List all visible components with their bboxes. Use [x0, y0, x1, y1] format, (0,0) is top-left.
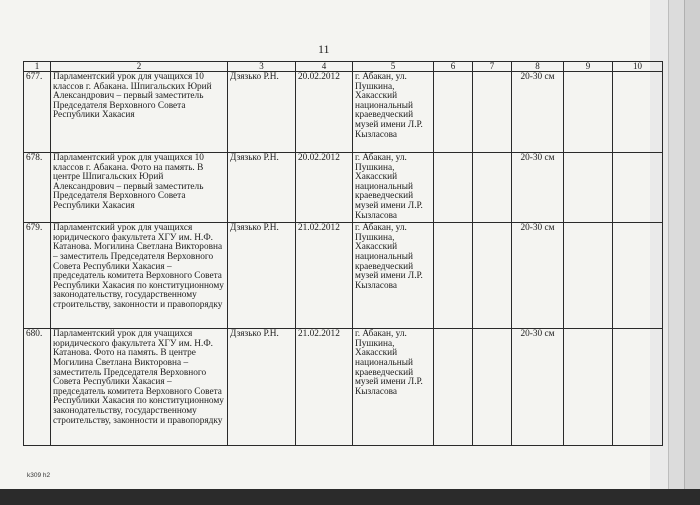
- table-row: [24, 329, 663, 446]
- table-row: [24, 223, 663, 329]
- place-cell: г. Абакан, ул. Пушкина, Хакасский национальный краеведческий музей имени Л.Р. Кызласова: [353, 223, 434, 329]
- date-cell: 21.02.2012: [296, 223, 353, 329]
- column-number: 7: [473, 62, 512, 72]
- column-number: 10: [613, 62, 663, 72]
- empty-cell: [564, 72, 613, 153]
- empty-cell: [613, 329, 663, 446]
- empty-cell: [473, 223, 512, 329]
- empty-cell: [434, 223, 473, 329]
- empty-cell: [564, 153, 613, 223]
- empty-cell: [613, 153, 663, 223]
- date-cell: 20.02.2012: [296, 153, 353, 223]
- place-cell: г. Абакан, ул. Пушкина, Хакасский национальный краеведческий музей имени Л.Р. Кызласова: [353, 72, 434, 153]
- empty-cell: [613, 223, 663, 329]
- column-number: 2: [51, 62, 228, 72]
- column-number: 3: [228, 62, 296, 72]
- empty-cell: [434, 153, 473, 223]
- column-number: 1: [24, 62, 51, 72]
- row-number: 678.: [24, 153, 51, 223]
- size-cell: 20-30 см: [512, 72, 564, 153]
- empty-cell: [613, 72, 663, 153]
- register-table-container: [23, 61, 662, 446]
- empty-cell: [564, 223, 613, 329]
- footer-code: k309 h2: [27, 472, 51, 479]
- column-number: 4: [296, 62, 353, 72]
- description-cell: Парламентский урок для учащихся юридического факультета ХГУ им. Н.Ф. Катанова. Фото на память. В центре Могилина Светлана Викторовна – заместитель Председателя Верховного Совета Республики Хакасия – председатель комитета Верховного Совета Республики Хакасия по конституционному законодательству, государственному строительству, законности и правопорядку: [51, 329, 228, 446]
- empty-cell: [473, 153, 512, 223]
- table-row: [24, 72, 663, 153]
- table-row: [24, 153, 663, 223]
- row-number: 677.: [24, 72, 51, 153]
- row-number: 680.: [24, 329, 51, 446]
- empty-cell: [473, 72, 512, 153]
- author-cell: Дзязько Р.Н.: [228, 223, 296, 329]
- row-number: 679.: [24, 223, 51, 329]
- column-number: 6: [434, 62, 473, 72]
- author-cell: Дзязько Р.Н.: [228, 72, 296, 153]
- empty-cell: [434, 72, 473, 153]
- page-number: 11: [318, 42, 330, 56]
- date-cell: 21.02.2012: [296, 329, 353, 446]
- scanner-background: [0, 489, 700, 505]
- empty-cell: [473, 329, 512, 446]
- column-number: 5: [353, 62, 434, 72]
- description-cell: Парламентский урок для учащихся 10 классов г. Абакана. Шпигальских Юрий Александрович – первый заместитель Председателя Верховного Совета Республики Хакасия: [51, 72, 228, 153]
- date-cell: 20.02.2012: [296, 72, 353, 153]
- place-cell: г. Абакан, ул. Пушкина, Хакасский национальный краеведческий музей имени Л.Р. Кызласова: [353, 329, 434, 446]
- size-cell: 20-30 см: [512, 223, 564, 329]
- column-number: 8: [512, 62, 564, 72]
- description-cell: Парламентский урок для учащихся юридического факультета ХГУ им. Н.Ф. Катанова. Могилина Светлана Викторовна – заместитель Председателя Верховного Совета Республики Хакасия – председатель комитета Верховного Совета Республики Хакасия по конституционному законодательству, государственному строительству, законности и правопорядку: [51, 223, 228, 329]
- register-table: [23, 61, 663, 446]
- author-cell: Дзязько Р.Н.: [228, 153, 296, 223]
- description-cell: Парламентский урок для учащихся 10 классов г. Абакана. Фото на память. В центре Шпигальских Юрий Александрович – первый заместитель Председателя Верховного Совета Республики Хакасия: [51, 153, 228, 223]
- column-number: 9: [564, 62, 613, 72]
- empty-cell: [434, 329, 473, 446]
- size-cell: 20-30 см: [512, 153, 564, 223]
- author-cell: Дзязько Р.Н.: [228, 329, 296, 446]
- page-edge: [684, 0, 700, 505]
- place-cell: г. Абакан, ул. Пушкина, Хакасский национальный краеведческий музей имени Л.Р. Кызласова: [353, 153, 434, 223]
- size-cell: 20-30 см: [512, 329, 564, 446]
- column-number-row: [24, 62, 663, 72]
- empty-cell: [564, 329, 613, 446]
